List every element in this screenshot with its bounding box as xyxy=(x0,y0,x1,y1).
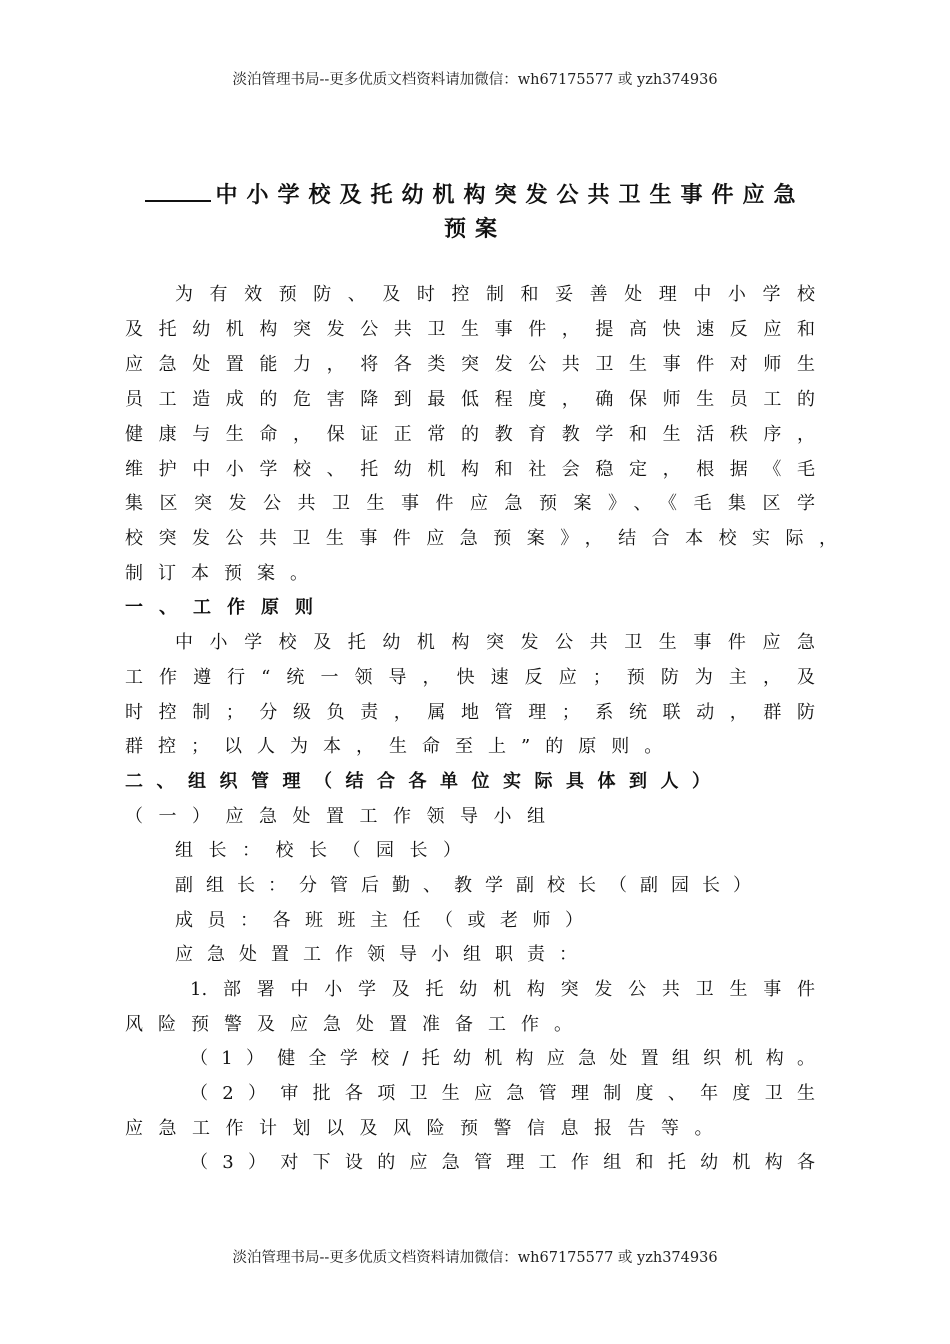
paragraph-line: 校突发公共卫生事件应急预案》，结合本校实际， xyxy=(125,528,837,549)
group-leader-line: 组长：校长（园长） xyxy=(175,840,477,861)
deputy-leader-line: 副组长：分管后勤、教学副校长（副园长） xyxy=(175,875,764,896)
page-footer: 淡泊管理书局--更多优质文档资料请加微信：wh67175577 或 yzh374936 xyxy=(232,1250,718,1266)
paragraph-line: 群控；以人为本，生命至上”的原则。 xyxy=(125,736,678,757)
paragraph-line: 维护中小学校、托幼机构和社会稳定，根据《毛 xyxy=(125,459,815,480)
paragraph-line: 应急工作计划以及风险预警信息报告等。 xyxy=(125,1118,728,1139)
paragraph-line: 及托幼机构突发公共卫生事件，提高快速反应和 xyxy=(125,319,815,340)
list-item: （2）审批各项卫生应急管理制度、年度卫生 xyxy=(190,1083,815,1104)
paragraph-line: 中小学校及托幼机构突发公共卫生事件应急 xyxy=(175,632,815,653)
paragraph-line: 风险预警及应急处置准备工作。 xyxy=(125,1014,587,1035)
list-item: （3）对下设的应急管理工作组和托幼机构各 xyxy=(190,1152,815,1173)
paragraph-line: 工作遵行“统一领导，快速反应；预防为主，及 xyxy=(125,667,815,688)
paragraph-line: 应急处置能力，将各类突发公共卫生事件对师生 xyxy=(125,354,815,375)
subsection-heading-leading-group: （一）应急处置工作领导小组 xyxy=(125,806,561,827)
duties-heading: 应急处置工作领导小组职责： xyxy=(175,944,591,965)
paragraph-line: 制订本预案。 xyxy=(125,563,323,584)
paragraph-line: 时控制；分级负责，属地管理；系统联动，群防 xyxy=(125,702,815,723)
title-text: 中小学校及托幼机构突发公共卫生事件应急 xyxy=(215,183,805,208)
section-heading-principles: 一、工作原则 xyxy=(125,597,329,618)
page-header: 淡泊管理书局--更多优质文档资料请加微信：wh67175577 或 yzh374936 xyxy=(232,72,718,88)
paragraph-line: 集区突发公共卫生事件应急预案》、《毛集区学 xyxy=(125,493,815,514)
paragraph-line: 为有效预防、及时控制和妥善处理中小学校 xyxy=(175,284,815,305)
paragraph-line: 健康与生命，保证正常的教育教学和生活秩序， xyxy=(125,424,815,445)
paragraph-line: 员工造成的危害降到最低程度，确保师生员工的 xyxy=(125,389,815,410)
members-line: 成员：各班班主任（或老师） xyxy=(175,910,598,931)
section-heading-organization: 二、组织管理（结合各单位实际具体到人） xyxy=(125,771,724,792)
document-title-line2: 预案 xyxy=(443,217,506,242)
paragraph-line: 1.部署中小学及托幼机构突发公共卫生事件 xyxy=(190,979,815,1000)
document-title-line1 xyxy=(0,178,950,209)
list-item: （1）健全学校/托幼机构应急处置组织机构。 xyxy=(190,1048,815,1069)
title-blank-underline xyxy=(145,182,211,202)
